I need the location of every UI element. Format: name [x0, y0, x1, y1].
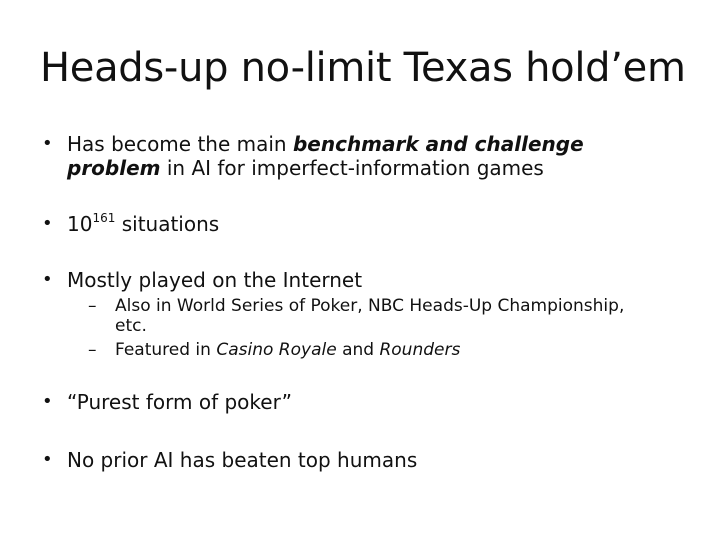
movie-title-casino-royale: Casino Royale [216, 340, 337, 360]
sub-bullet-mid: and [336, 340, 380, 360]
bullet-marker: • [42, 269, 53, 290]
sub-bullet-line1: Also in World Series of Poker, NBC Heads-Up Championship, [115, 296, 625, 316]
bullet-marker: • [42, 449, 53, 470]
bullet-text [67, 212, 667, 236]
bullet-marker: • [42, 213, 53, 234]
bullet-text: No prior AI has beaten top humans [67, 448, 418, 472]
bullet-text: “Purest form of poker” [67, 390, 292, 414]
bullet-text-emphasis-2: problem [67, 156, 161, 180]
bullet-marker: • [42, 391, 53, 412]
sub-bullet-text [115, 296, 700, 336]
bullet-text-emphasis: benchmark and challenge [292, 132, 584, 156]
bullet-text-post: situations [115, 212, 220, 236]
sub-bullet-marker: – [88, 296, 97, 316]
bullet-text: Mostly played on the Internet [67, 268, 363, 292]
bullet-marker: • [42, 133, 53, 154]
bullet-text [67, 132, 667, 180]
bullet-text-post: in AI for imperfect-information games [160, 156, 544, 180]
bullet-exponent: 161 [92, 211, 116, 226]
sub-bullet-text [115, 340, 700, 360]
movie-title-rounders: Rounders [379, 340, 461, 360]
sub-bullet-line2: etc. [115, 316, 147, 336]
slide-title: Heads-up no-limit Texas hold’em [40, 45, 686, 91]
sub-bullet-marker: – [88, 340, 97, 360]
sub-bullet-pre: Featured in [115, 340, 217, 360]
bullet-base: 10 [67, 212, 93, 236]
bullet-text-pre: Has become the main [67, 132, 293, 156]
